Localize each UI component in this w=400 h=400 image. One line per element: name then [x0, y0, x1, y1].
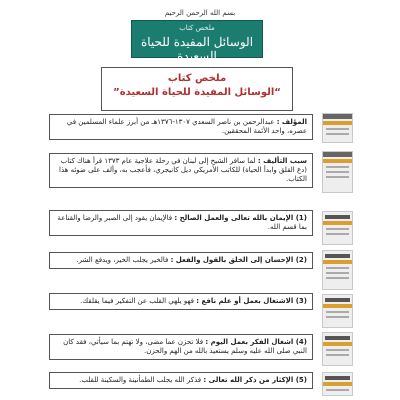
point-4-label: (4) اشغال الفكر بعمل اليوم : — [205, 338, 307, 346]
point-2-box — [49, 252, 313, 269]
side-thumbnail-2 — [322, 151, 353, 193]
point-3-box — [49, 293, 313, 310]
banner-subtitle: ملخص كتاب — [179, 24, 215, 32]
side-thumbnail-5 — [322, 294, 353, 328]
author-box — [49, 114, 313, 140]
point-1-text: فالإيمان يقود إلى الصبر والرضا والقناعة بما قسم الله. — [57, 214, 307, 231]
book-title-line1: ملخص كتاب — [167, 73, 227, 84]
point-2-label: (2) الإحسان إلى الخلق بالقول والفعل : — [170, 256, 307, 264]
point-2-text: فالخير يجلب الخير، ويدفع الشر. — [76, 256, 169, 264]
side-thumbnail-4 — [322, 250, 353, 290]
author-text: عبدالرحمن بن ناصر السعدي ١٣٠٧-١٣٧٦هـ من أبرز علماء المسلمين في عصره، واحد الأئمة المحققين. — [66, 118, 307, 135]
point-3-text: فهو يلهي القلب عن التفكير فيما يقلقك. — [80, 297, 195, 305]
title-banner — [131, 20, 263, 63]
side-thumbnail-3 — [322, 211, 353, 245]
reason-box — [49, 153, 313, 188]
point-5-label: (5) الإكثار من ذكر الله تعالى : — [203, 376, 307, 384]
banner-title: الوسائل المفيدة للحياة السعيدة — [140, 35, 254, 63]
reason-label: سبب التأليف : — [257, 157, 307, 165]
side-thumbnail-7 — [322, 372, 353, 396]
point-1-label: (1) الإيمان بالله تعالى والعمل الصالح : — [174, 214, 307, 222]
point-5-text: فذكر الله يجلب الطمأنينة والسكينة للقلب. — [79, 376, 202, 384]
basmala: بسم الله الرحمن الرحيم — [164, 9, 236, 17]
point-5-box — [49, 372, 313, 389]
book-title-box — [101, 67, 293, 111]
author-label: المؤلف : — [276, 118, 307, 126]
side-thumbnail-1 — [322, 113, 353, 143]
reason-text: لما سافر الشيخ إلى لبنان في رحلة علاجية عام ١٣٧٣ قرأ هناك كتاب (دع القلق وابدأ الحياة) للكاتب الأمريكي ديل كانيجري، فأعجب به، وألف على ضوئه هذا الكتاب. — [59, 157, 307, 183]
point-1-box — [49, 210, 313, 236]
side-thumbnail-6 — [322, 332, 353, 366]
book-title-line2: “الوسائل المفيدة للحياة السعيدة” — [113, 87, 281, 98]
point-4-box — [49, 334, 313, 360]
point-4-text: فلا تحزن عما مضى، ولا تهتم بما سيأتي، فقد كان النبي صلى الله عليه وسلم يستعيذ بالله من الهم والحزن. — [63, 338, 307, 355]
point-3-label: (3) الاشتغال بعمل أو علم نافع : — [196, 297, 307, 305]
